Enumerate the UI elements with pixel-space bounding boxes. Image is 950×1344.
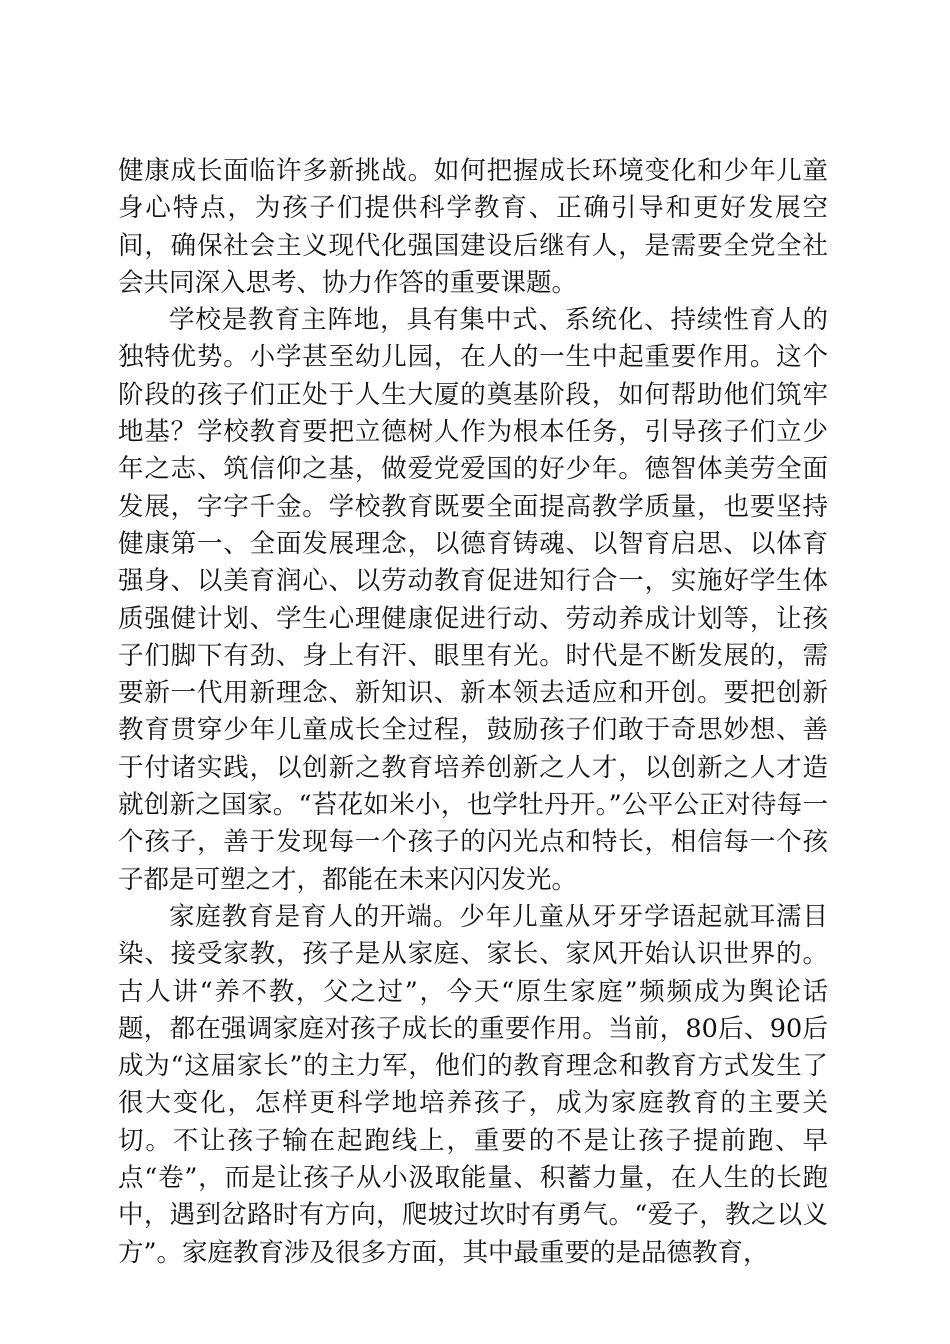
paragraph-school-education: 学校是教育主阵地，具有集中式、系统化、持续性育人的独特优势。小学甚至幼儿园，在人的一生中起重要作用。这个阶段的孩子们正处于人生大厦的奠基阶段，如何帮助他们筑牢地基？学校教育要把立德树人作为根本任务，引导孩子们立少年之志、筑信仰之基，做爱党爱国的好少年。德智体美劳全面发展，字字千金。学校教育既要全面提高教学质量，也要坚持健康第一、全面发展理念，以德育铸魂、以智育启思、以体育强身、以美育润心、以劳动教育促进知行合一，实施好学生体质强健计划、学生心理健康促进行动、劳动养成计划等，让孩子们脚下有劲、身上有汗、眼里有光。时代是不断发展的，需要新一代用新理念、新知识、新本领去适应和开创。要把创新教育贯穿少年儿童成长全过程，鼓励孩子们敢于奇思妙想、善于付诸实践，以创新之教育培养创新之人才，以创新之人才造就创新之国家。“苔花如米小，也学牡丹开。”公平公正对待每一个孩子，善于发现每一个孩子的闪光点和特长，相信每一个孩子都是可塑之才，都能在未来闪闪发光。 (118, 305, 828, 895)
document-body (118, 153, 828, 1272)
paragraph-family-education: 家庭教育是育人的开端。少年儿童从牙牙学语起就耳濡目染、接受家教，孩子是从家庭、家长、家风开始认识世界的。古人讲“养不教，父之过”，今天“原生家庭”频频成为舆论话题，都在强调家庭对孩子成长的重要作用。当前，80后、90后成为“这届家长”的主力军，他们的教育理念和教育方式发生了很大变化，怎样更科学地培养孩子，成为家庭教育的主要关切。不让孩子输在起跑线上，重要的不是让孩子提前跑、早点“卷”，而是让孩子从小汲取能量、积蓄力量，在人生的长跑中，遇到岔路时有方向，爬坡过坎时有勇气。“爱子，教之以义方”。家庭教育涉及很多方面，其中最重要的是品德教育， (118, 901, 828, 1268)
paragraph-continuation: 健康成长面临许多新挑战。如何把握成长环境变化和少年儿童身心特点，为孩子们提供科学教育、正确引导和更好发展空间，确保社会主义现代化强国建设后继有人，是需要全党全社会共同深入思考、协力作答的重要课题。 (118, 156, 828, 298)
